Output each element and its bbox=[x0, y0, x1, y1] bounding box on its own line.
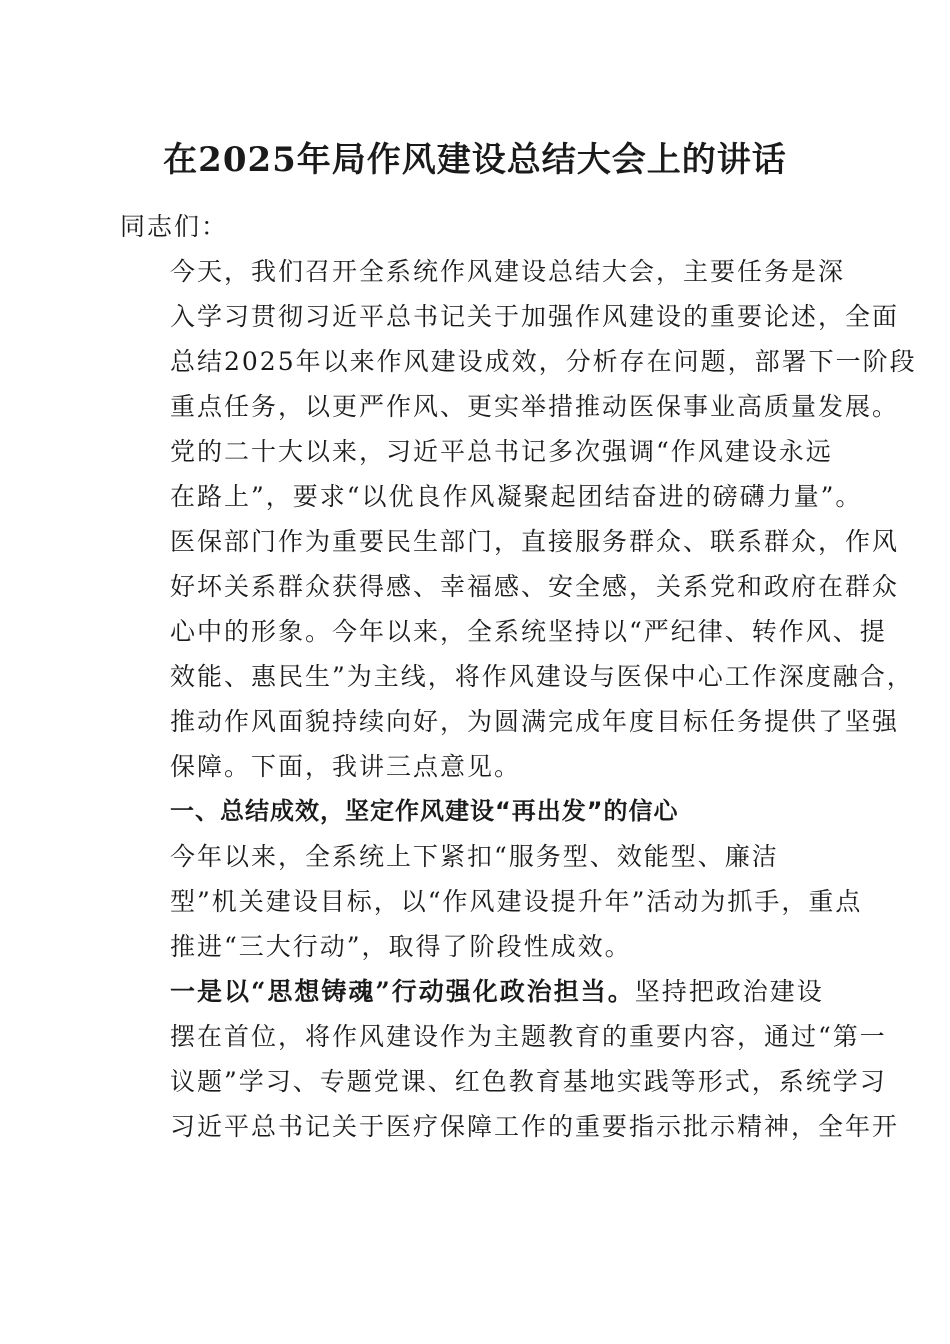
text-line: 推动作风面貌持续向好，为圆满完成年度目标任务提供了坚强 bbox=[170, 707, 900, 736]
paragraph-intro bbox=[120, 249, 917, 429]
text-line: 效能、惠民生”为主线，将作风建设与医保中心工作深度融合， bbox=[170, 662, 914, 691]
text-line: 议题”学习、专题党课、红色教育基地实践等形式，系统学习 bbox=[170, 1067, 887, 1096]
text-line: 摆在首位，将作风建设作为主题教育的重要内容，通过“第一 bbox=[170, 1022, 887, 1051]
document-title: 在2025年局作风建设总结大会上的讲话 bbox=[163, 140, 787, 180]
text-line: 医保部门作为重要民生部门，直接服务群众、联系群众，作风 bbox=[170, 527, 900, 556]
point-lead: 一是以“思想铸魂”行动强化政治担当。 bbox=[170, 977, 635, 1006]
text-line: 保障。下面，我讲三点意见。 bbox=[170, 752, 522, 781]
text-line: 今年以来，全系统上下紧扣“服务型、效能型、廉洁 bbox=[170, 842, 779, 871]
point-rest: 坚持把政治建设 bbox=[634, 977, 824, 1006]
text-line: 心中的形象。今年以来，全系统坚持以“严纪律、转作风、提 bbox=[170, 617, 887, 646]
text-line: 推进“三大行动”，取得了阶段性成效。 bbox=[170, 932, 632, 961]
text-line: 总结2025年以来作风建设成效，分析存在问题，部署下一阶段 bbox=[170, 347, 917, 376]
text-line bbox=[120, 969, 832, 1014]
text-line: 好坏关系群众获得感、幸福感、安全感，关系党和政府在群众 bbox=[170, 572, 900, 601]
text-line: 型”机关建设目标，以“作风建设提升年”活动为抓手，重点 bbox=[170, 887, 863, 916]
paragraph-section-intro bbox=[120, 834, 863, 969]
paragraph-point-one bbox=[120, 969, 900, 1149]
text-line: 在路上”，要求“以优良作风凝聚起团结奋进的磅礴力量”。 bbox=[170, 482, 863, 511]
section-heading: 一、总结成效，坚定作风建设“再出发”的信心 bbox=[170, 797, 679, 825]
document-body bbox=[120, 204, 917, 1149]
text-line: 重点任务，以更严作风、更实举措推动医保事业高质量发展。 bbox=[170, 392, 900, 421]
text-line: 习近平总书记关于医疗保障工作的重要指示批示精神，全年开 bbox=[170, 1112, 900, 1141]
text-line: 党的二十大以来，习近平总书记多次强调“作风建设永远 bbox=[170, 437, 833, 466]
paragraph-background bbox=[120, 429, 914, 789]
text-line: 今天，我们召开全系统作风建设总结大会，主要任务是深 bbox=[170, 257, 846, 286]
salutation: 同志们： bbox=[120, 212, 229, 241]
text-line: 入学习贯彻习近平总书记关于加强作风建设的重要论述，全面 bbox=[170, 302, 900, 331]
